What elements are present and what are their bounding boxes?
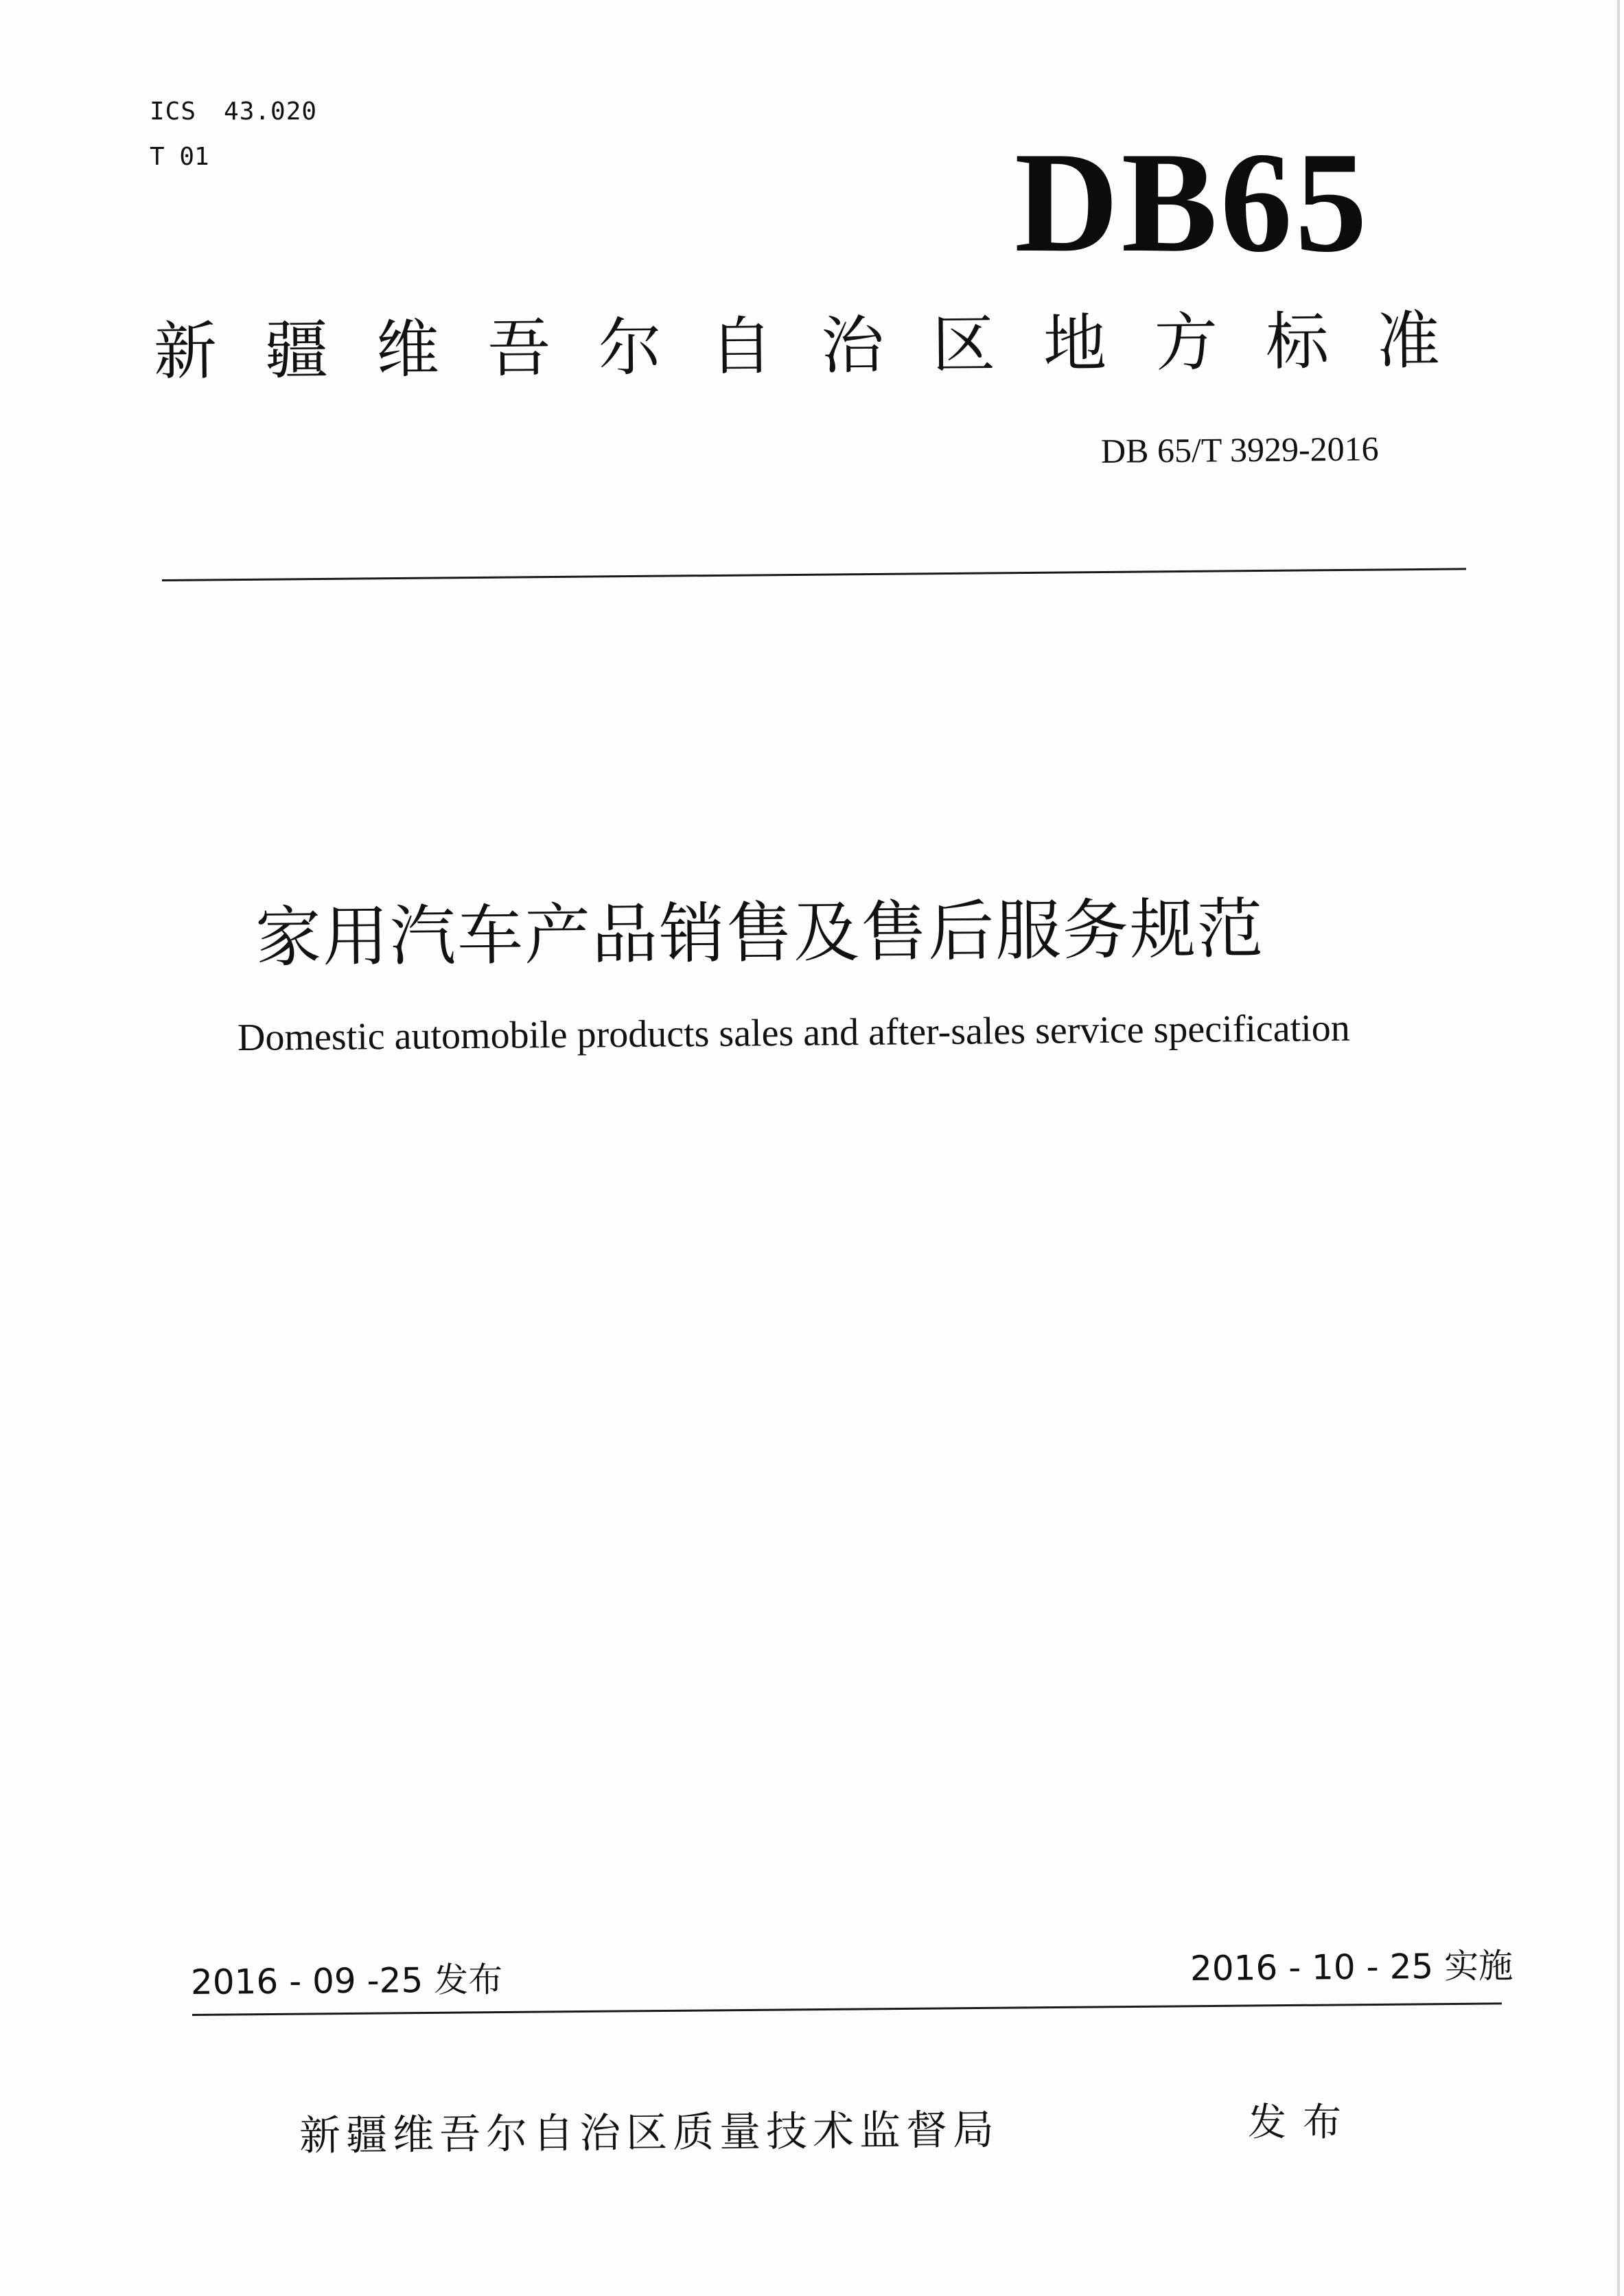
implementation-date: 2016 - 10 - 25 实施 [1190, 1945, 1513, 1988]
standard-logo: DB65 [1014, 123, 1370, 282]
scan-edge [1617, 0, 1620, 2296]
ics-classification [150, 97, 317, 126]
document-title-english: Domestic automobile products sales and after-sales service specification [237, 1006, 1350, 1059]
china-classification-code: T 01 [150, 143, 209, 171]
publish-label: 发布 [1248, 2100, 1358, 2145]
top-divider [162, 568, 1466, 581]
ics-label: ICS [150, 97, 197, 126]
document-title-chinese: 家用汽车产品销售及售后服务规范 [255, 890, 1265, 976]
standard-category-heading: 新疆维吾尔自治区地方标准 [153, 303, 1489, 389]
standard-number: DB 65/T 3929-2016 [1100, 429, 1379, 470]
ics-code: 43.020 [224, 97, 318, 126]
bottom-divider [192, 2002, 1502, 2016]
issue-date: 2016 - 09 -25 发布 [190, 1960, 503, 2002]
publishing-authority: 新疆维吾尔自治区质量技术监督局 [299, 2106, 1000, 2160]
